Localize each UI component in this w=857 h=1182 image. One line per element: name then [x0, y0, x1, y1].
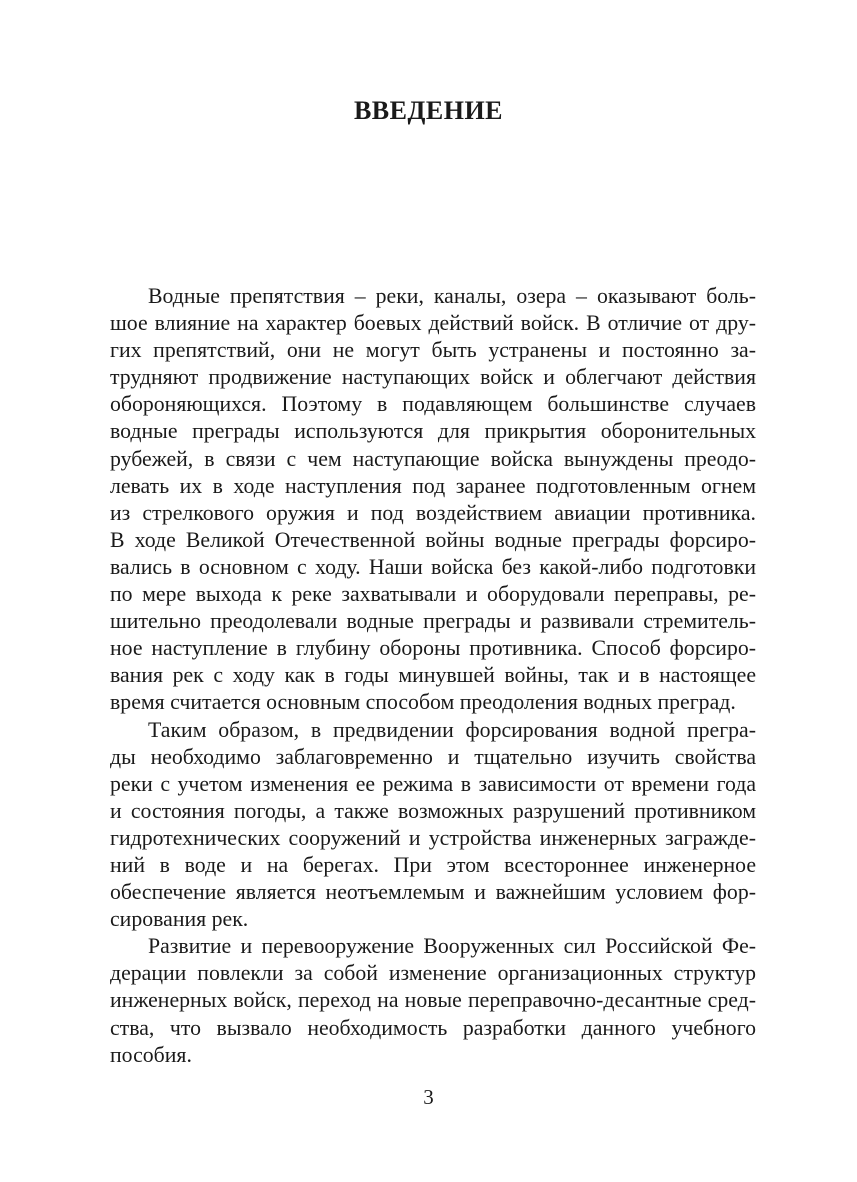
- text-line: по мере выхода к реке захватывали и оборудовали переправы, ре-: [110, 582, 756, 607]
- text-line: гих препятствий, они не могут быть устранены и постоянно за-: [110, 338, 756, 363]
- body-text: [110, 283, 756, 1069]
- text-line: ний в воде и на берегах. При этом всестороннее инженерное: [110, 852, 756, 877]
- text-line: пособия.: [110, 1042, 192, 1067]
- text-line: вались в основном с ходу. Наши войска без какой-либо подготовки: [110, 554, 756, 579]
- text-line: шительно преодолевали водные преграды и развивали стремитель-: [110, 609, 756, 634]
- text-line: шое влияние на характер боевых действий войск. В отличие от дру-: [110, 311, 756, 336]
- text-line: Водные препятствия – реки, каналы, озера – оказывают боль-: [148, 284, 756, 308]
- text-line: трудняют продвижение наступающих войск и облегчают действия: [110, 365, 756, 390]
- text-line: реки с учетом изменения ее режима в зависимости от времени года: [110, 771, 756, 796]
- page-title: ВВЕДЕНИЕ: [353, 96, 504, 125]
- text-line: рубежей, в связи с чем наступающие войска вынуждены преодо-: [110, 446, 756, 471]
- text-line: водные преграды используются для прикрытия оборонительных: [110, 419, 756, 444]
- text-line: левать их в ходе наступления под заранее подготовленным огнем: [110, 473, 756, 498]
- text-line: сирования рек.: [110, 907, 249, 932]
- text-line: гидротехнических сооружений и устройства инженерных загражде-: [110, 825, 756, 850]
- text-line: ства, что вызвало необходимость разработки данного учебного: [110, 1015, 756, 1040]
- text-line: Развитие и перевооружение Вооруженных сил Российской Фе-: [148, 934, 756, 959]
- text-line: Таким образом, в предвидении форсирования водной прегра-: [148, 717, 756, 742]
- text-line: дерации повлекли за собой изменение организационных структур: [110, 961, 756, 986]
- text-line: обороняющихся. Поэтому в подавляющем большинстве случаев: [110, 392, 756, 417]
- text-line: и состояния погоды, а также возможных разрушений противником: [110, 798, 756, 823]
- text-line: время считается основным способом преодоления водных преград.: [110, 690, 736, 715]
- text-line: ное наступление в глубину обороны противника. Способ форсиро-: [110, 636, 756, 661]
- paragraph-2: [110, 717, 756, 934]
- paragraph-1: [110, 283, 756, 717]
- paragraph-3: [110, 933, 756, 1068]
- text-line: ды необходимо заблаговременно и тщательно изучить свойства: [110, 744, 756, 769]
- text-line: из стрелкового оружия и под воздействием авиации противника.: [110, 500, 756, 525]
- page-number: 3: [423, 1085, 434, 1109]
- text-line: обеспечение является неотъемлемым и важнейшим условием фор-: [110, 880, 756, 905]
- text-line: инженерных войск, переход на новые переправочно-десантные сред-: [110, 988, 756, 1013]
- text-line: вания рек с ходу как в годы минувшей войны, так и в настоящее: [110, 663, 756, 688]
- text-line: В ходе Великой Отечественной войны водные преграды форсиро-: [110, 527, 756, 552]
